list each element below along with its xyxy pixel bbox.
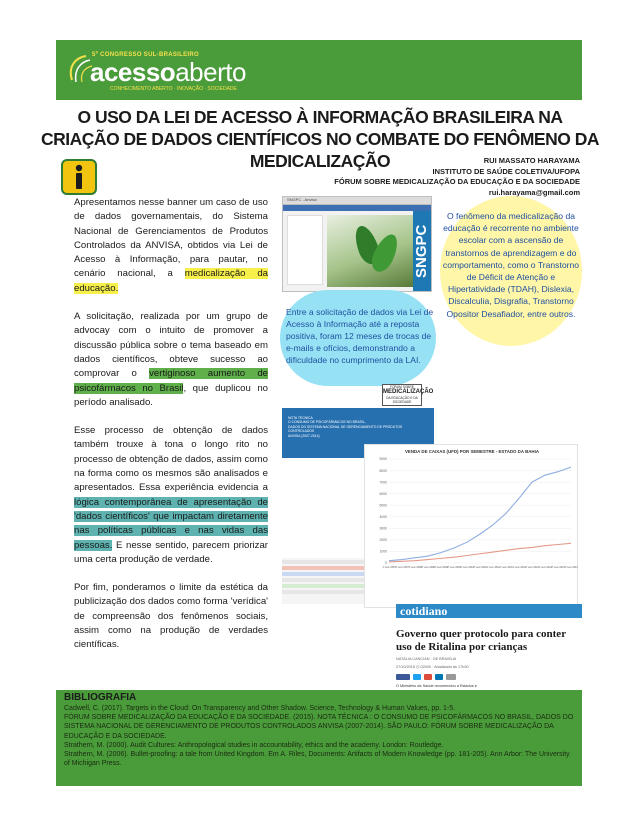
x-tick-label: 1º sem 2009 [434,566,448,569]
paragraph-request [74,310,268,410]
sngpc-screenshot [282,196,432,292]
highlight-medicalization: medicalização da educação. [74,268,268,294]
technical-note-line2: O CONSUMO DE PSICOFÁRMACOS NO BRASIL, [288,420,366,425]
author-institution: INSTITUTO DE SAÚDE COLETIVA/UFOPA [432,166,580,176]
y-tick-label: 4000 [379,514,387,519]
y-tick-label: 0 [385,561,387,566]
info-icon [60,158,98,196]
x-tick-label: 1º sem 2011 [486,566,500,569]
logo-word-light: aberto [175,57,246,87]
x-tick-label: 2º sem 2013 [551,566,565,569]
news-byline: NATÁLIA CANCIAN · DE BRASÍLIA [396,657,457,661]
forum-logo-top: FÓRUM SOBRE [390,385,414,389]
technical-note-line1: NOTA TÉCNICA [288,416,313,420]
paragraph-process-text: Esse processo de obtenção de dados também trouxe à tona o longo rito no processo de obtenção de dados, assim como na forma como os mesmos são analisados e apresentados. Essa experiência evidencia a [74,425,268,494]
bibliography-section [56,690,582,786]
paragraph-intro-text: Apresentamos nesse banner um caso de uso de dados governamentais, do Sistema Nacional de Gerenciamentos de Produtos Controlados da ANVISA, obtidos via Lei de Acesso à Informação, para pautar, no cenário nacional, a [74,197,268,280]
site-sidebar [287,215,323,285]
logo-word-bold: acesso [90,57,176,87]
share-buttons [396,674,582,680]
x-tick-label: 2º sem 2008 [421,566,435,569]
x-tick-label: 1º sem 2013 [538,566,552,569]
series-line-1 [389,543,571,561]
x-tick-label: 1º sem 2014 [564,566,578,569]
forum-medicalizacao-logo [382,384,434,406]
x-tick-label: 1º sem 2010 [460,566,474,569]
y-tick-label: 9000 [379,457,387,462]
news-headline: Governo quer protocolo para conter uso de Ritalina por crianças [396,628,566,653]
x-tick-label: 1º sem 2012 [512,566,526,569]
y-tick-label: 6000 [379,491,387,496]
x-tick-label: 2º sem 2010 [473,566,487,569]
table-strip-row [282,560,364,564]
logo-tagline: 5º CONGRESSO SUL-BRASILEIRO [92,52,199,58]
info-symbol-icon [60,158,98,196]
bibliography-list [64,704,574,768]
linkedin-share-icon [435,674,443,680]
y-tick-label: 7000 [379,480,387,485]
paragraph-intro [74,196,268,296]
news-brand: cotidiano [396,604,582,618]
conference-logo [66,46,296,98]
chart-title: VENDA DE CAIXAS (UFD) POR SEMESTRE - ESTADO DA BAHIA [404,449,539,454]
bibliography-item: Cadwell, C. (2017). Targets in the Cloud: On Transparency and Other Shadow. Science, Technology & Human Values, pp. 1-5. [64,705,456,712]
highlight-scientific-data: lógica contemporânea de apresentação de 'dados científicos' que impactam diretamente nas políticas públicas e nas vidas das pessoas. [74,496,268,551]
google-share-icon [424,674,432,680]
logo-subline: CONHECIMENTO ABERTO · INOVAÇÃO · SOCIEDADE [110,86,237,92]
news-clipping [396,604,582,694]
sales-chart [364,444,578,608]
bibliography-item: Strathern, M. (2000). Audit Cultures: Anthropological studies in accountability, ethics and the academy. London: Routledge. [64,741,444,749]
bibliography-item: FÓRUM SOBRE MEDICALIZAÇÃO DA EDUCAÇÃO E DA SOCIEDADE. (2015). NOTA TÉCNICA : O CONSUMO DE PSICOFÁRMACOS NO BRASIL, DADOS DO SISTEMA NACIONAL DE GERENCIAMENTO DE PRODUTOS CONTROLADOS ANVISA (2007-2014). SÃO PAULO: FÓRUM SOBRE MEDICALIZAÇÃO DA EDUCAÇÃO E DA SOCIEDADE. [64,714,574,740]
paragraph-conclusion: Por fim, ponderamos o limite da estética da publicização dos dados como forma 'verídica' de compreensão dos fenômenos sociais, assim como na produção de verdades científicas. [74,582,268,651]
medicalization-bubble-text: O fenômeno da medicalização da educação é recorrente no ambiente escolar com a ascensão de transtornos de aprendizagem e do comportamento, como o Transtorno de Déficit de Atenção e Hipertatividade (TDAH), Dislexia, Discalculia, Disgrafia, Transtorno Opositor Desafiador, entre outros. [442,211,580,319]
bibliography-item: Strathern, M. (2006). Bullet-proofing: a tale from United Kingdom. Em A. Riles, Documents: Artifacts of Modern Knowledge (pp. 181-205). Ann Arbor: The University of Michigan Press. [64,751,570,768]
y-tick-label: 5000 [379,503,387,508]
x-tick-label: 2º sem 2007 [395,566,409,569]
author-name: RUI MASSATO HARAYAMA [483,156,580,165]
paragraph-process [74,424,268,567]
x-tick-label: 2º sem 2009 [447,566,461,569]
forum-logo-bottom: DA EDUCAÇÃO E DA SOCIEDADE [386,396,418,404]
author-block [334,156,580,198]
news-lead: O Ministério da Saúde recomendou a Estados e [396,683,477,688]
x-tick-label: 1º sem 2007 [382,566,396,569]
x-tick-label: 1º sem 2008 [408,566,422,569]
highlight-psychotropics: vertiginoso aumento de psicofármacos no Brasil [74,368,268,394]
paragraph-process-tail: E nesse sentido, parecem priorizar uma certa produção de verdade. [74,539,268,565]
series-line-0 [389,467,571,561]
table-strip-row [282,572,364,576]
data-table-strip [282,558,364,604]
technical-note-line3: DADOS DO SISTEMA NACIONAL DE GERENCIAMENTO DE PRODUTOS CONTROLADOS [288,424,403,434]
plant-photo [327,215,413,287]
news-date: 27/10/2015 ◷ 02h00 · Atualizado às 17h30 [396,665,469,670]
y-tick-label: 1000 [379,549,387,554]
y-tick-label: 3000 [379,526,387,531]
table-strip-row [282,584,364,588]
bibliography-title: BIBLIOGRAFIA [64,692,137,703]
x-tick-label: 2º sem 2012 [525,566,539,569]
sales-chart-svg [365,445,579,609]
facebook-share-icon [396,674,410,680]
lai-request-bubble-text: Entre a solicitação de dados via Lei de Acesso à Informação até a reposta positiva, foram 12 meses de trocas de e-mails e ofícios, demonstrando a dificuldade no cumprimento da LAI. [286,307,434,365]
poster-title: O USO DA LEI DE ACESSO À INFORMAÇÃO BRASILEIRA NA CRIAÇÃO DE DADOS CIENTÍFICOS NO COMBATE DO FENÔMENO DA MEDICALIZAÇÃO [41,107,599,171]
table-strip-row [282,578,364,582]
table-strip-row [282,566,364,570]
forum-logo-main: MEDICALIZAÇÃO [383,389,434,395]
technical-note-line4: ANVISA (2007-2014) [288,433,320,438]
twitter-share-icon [413,674,421,680]
x-tick-label: 2º sem 2011 [499,566,513,569]
email-share-icon [446,674,456,680]
site-nav-bar [283,205,431,211]
browser-title-bar: SNGPC - Anvisa [283,197,431,205]
logo-wordmark [90,58,246,86]
y-tick-label: 8000 [379,468,387,473]
table-strip-row [282,590,364,594]
paragraph-request-text: A solicitação, realizada por um grupo de advocay com o intuito de promover a discussão pública sobre o tema baseado em dados científicos, obteve sucesso ao comprovar o [74,311,268,380]
y-tick-label: 2000 [379,538,387,543]
sngpc-label: SNGPC [413,211,431,291]
author-forum: FÓRUM SOBRE MEDICALIZAÇÃO DA EDUCAÇÃO E DA SOCIEDADE [334,177,580,186]
paragraph-request-tail: , que duplicou no período analisado. [74,382,269,408]
author-email: rui.harayama@gmail.com [488,187,580,197]
body-text-column [74,196,268,667]
